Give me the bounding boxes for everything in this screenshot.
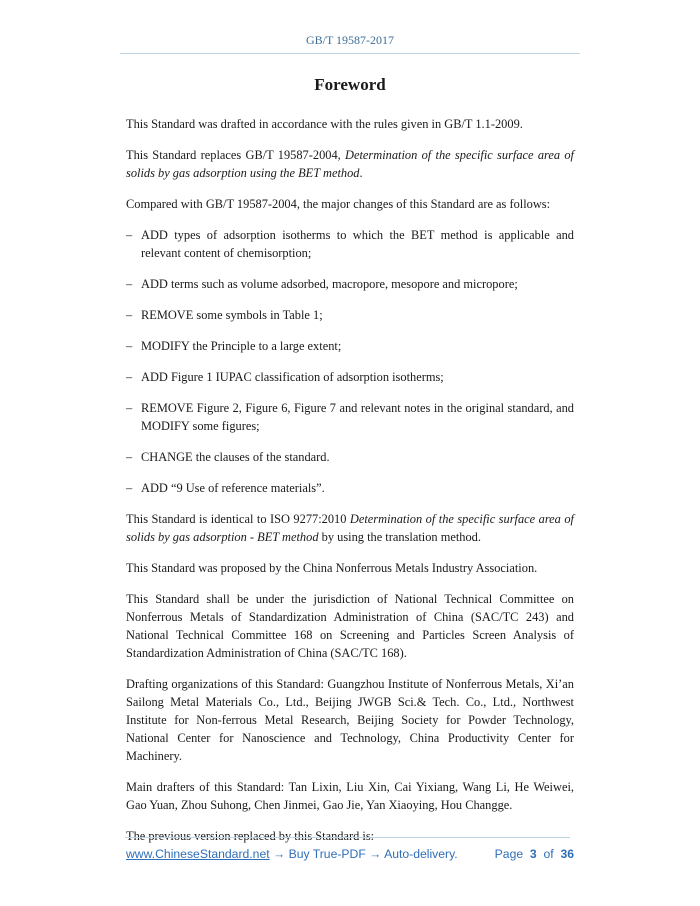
identical-text: This Standard is identical to ISO 9277:2010 <box>126 512 350 526</box>
list-item <box>126 275 574 293</box>
bullet-dash: – <box>126 370 133 384</box>
list-item-text: REMOVE Figure 2, Figure 6, Figure 7 and relevant notes in the original standard, and MODIFY some figures; <box>141 401 574 433</box>
list-item <box>126 368 574 386</box>
page-total: 36 <box>560 847 574 861</box>
paragraph-main-drafters: Main drafters of this Standard: Tan Lixin, Liu Xin, Cai Yixiang, Wang Li, He Weiwei, Gao Yuan, Zhou Suhong, Chen Jinmei, Gao Jie, Yan Xiaoying, Hou Changge. <box>126 780 574 812</box>
list-item-text: ADD terms such as volume adsorbed, macropore, mesopore and micropore; <box>141 277 518 291</box>
list-item-text: REMOVE some symbols in Table 1; <box>141 308 323 322</box>
list-item <box>126 448 574 466</box>
footer-promo <box>126 847 458 861</box>
paragraph-jurisdiction: This Standard shall be under the jurisdiction of National Technical Committee on Nonferrous Metals of Standardization Administration of China (SAC/TC 243) and National Technical Committee 168 on Screening and Particles Screen Analysis of Standardization Administration of China (SAC/TC 168). <box>126 592 574 660</box>
header-standard-code: GB/T 19587-2017 <box>305 33 395 47</box>
paragraph-previous-version: The previous version replaced by this Standard is: <box>126 829 375 843</box>
bullet-dash: – <box>126 481 133 495</box>
page-of: of <box>543 847 554 861</box>
paragraph-proposed-by: This Standard was proposed by the China Nonferrous Metals Industry Association. <box>126 561 538 575</box>
paragraph-drafting-rules: This Standard was drafted in accordance with the rules given in GB/T 1.1-2009. <box>126 117 523 131</box>
page-number <box>495 847 574 861</box>
list-item-text: ADD types of adsorption isotherms to which the BET method is applicable and relevant content of chemisorption; <box>141 228 574 260</box>
paragraph-drafting-organizations: Drafting organizations of this Standard: Guangzhou Institute of Nonferrous Metals, Xi’an Sailong Metal Materials Co., Ltd., Beijing JWGB Sci.& Tech. Co., Ltd., Northwest Institute for Non-ferrous Metal Research, Beijing Society for Powder Technology, National Center for Nanoscience and Technology, China Productivity Center for Machinery. <box>126 677 574 763</box>
bullet-dash: – <box>126 308 133 322</box>
paragraph-replaces <box>126 146 574 182</box>
page-current: 3 <box>529 847 537 861</box>
bullet-dash: – <box>126 277 133 291</box>
footer-tagline: → Buy True-PDF → Auto-delivery. <box>269 847 458 861</box>
paragraph-changes-intro: Compared with GB/T 19587-2004, the major changes of this Standard are as follows: <box>126 197 551 211</box>
document-body <box>126 115 574 858</box>
list-item <box>126 306 574 324</box>
bullet-dash: – <box>126 401 133 415</box>
bullet-dash: – <box>126 228 133 242</box>
list-item-text: ADD “9 Use of reference materials”. <box>141 481 325 495</box>
replaces-end: . <box>359 166 363 180</box>
page-title: Foreword <box>314 75 386 94</box>
website-link[interactable]: www.ChineseStandard.net <box>126 847 270 861</box>
list-item <box>126 479 574 497</box>
replaces-text: This Standard replaces GB/T 19587-2004, <box>126 148 346 162</box>
page-label: Page <box>494 847 524 861</box>
footer-divider <box>125 837 570 838</box>
header-divider <box>120 53 580 54</box>
list-item-text: MODIFY the Principle to a large extent; <box>141 339 342 353</box>
iso-standard-title: Determination of the specific surface area of solids by gas adsorption - BET method <box>126 512 574 544</box>
list-item-text: CHANGE the clauses of the standard. <box>141 450 330 464</box>
list-item-text: ADD Figure 1 IUPAC classification of adsorption isotherms; <box>141 370 444 384</box>
replaced-standard-title: Determination of the specific surface area of solids by gas adsorption using the BET method <box>126 148 574 180</box>
list-item <box>126 399 574 435</box>
bullet-dash: – <box>126 339 133 353</box>
list-item <box>126 337 574 355</box>
bullet-dash: – <box>126 450 133 464</box>
identical-end: by using the translation method. <box>318 530 481 544</box>
list-item <box>126 226 574 262</box>
paragraph-identical-to-iso <box>126 510 574 546</box>
